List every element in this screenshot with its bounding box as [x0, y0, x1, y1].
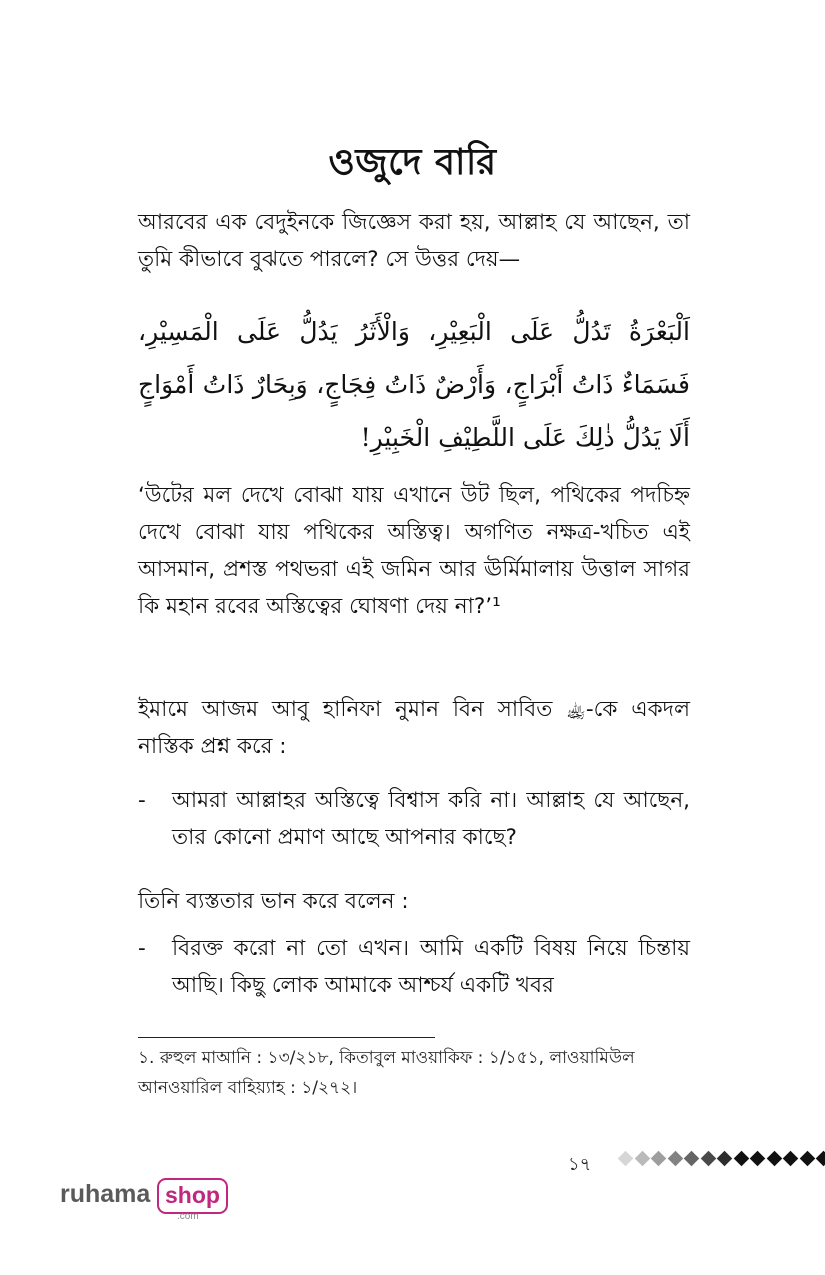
page-title: ওজুদে বারি: [328, 142, 497, 183]
list-item-reply: [138, 930, 690, 1004]
page-number: ১৭: [568, 1154, 592, 1175]
paragraph-bedouin: আরবের এক বেদুইনকে জিজ্ঞেস করা হয়, আল্লাহ যে আছেন, তা তুমি কীভাবে বুঝতে পারলে? সে উত্তর দেয়—: [138, 210, 690, 272]
diamond-ornament-mark: [634, 1151, 650, 1167]
diamond-ornament-mark: [816, 1151, 825, 1167]
list-item-text: বিরক্ত করো না তো এখন। আমি একটি বিষয় নিয়ে চিন্তায় আছি। কিছু লোক আমাকে আশ্চর্য একটি খবর: [172, 936, 690, 998]
paragraph-translation: ‘উটের মল দেখে বোঝা যায় এখানে উট ছিল, পথিকের পদচিহ্ন দেখে বোঝা যায় পথিকের অস্তিত্ব। অগণিত নক্ষত্র-খচিত এই আসমান, প্রশস্ত পথভরা এই জমিন আর ঊর্মিমালায় উত্তাল সাগর কি মহান রবের অস্তিত্বের ঘোষণা দেয় না?’¹: [138, 483, 690, 619]
diamond-ornament-mark: [799, 1151, 815, 1167]
diamond-ornament-mark: [717, 1151, 733, 1167]
diamond-ornament-mark: [783, 1151, 799, 1167]
paragraph-reply-intro: তিনি ব্যস্ততার ভান করে বলেন :: [138, 889, 409, 914]
diamond-ornament-mark: [750, 1151, 766, 1167]
bullet-dash: -: [138, 936, 146, 961]
paragraph-imam: ইমামে আজম আবু হানিফা নুমান বিন সাবিত ﵀-কে একদল নাস্তিক প্রশ্ন করে :: [138, 697, 690, 759]
logo-domain-text: .com: [177, 1211, 199, 1222]
footnote-divider: [138, 1037, 435, 1038]
logo-shop-badge: shop: [157, 1178, 228, 1214]
diamond-ornament-mark: [700, 1151, 716, 1167]
footnote: ১. রুহুল মাআনি : ১৩/২১৮, কিতাবুল মাওয়াকিফ : ১/১৫১, লাওয়ামিউল আনওয়ারিল বাহিয়্যাহ : ১/২৭২।: [138, 1048, 635, 1098]
publisher-logo: [60, 1178, 230, 1222]
arabic-quote: اَلْبَعْرَةُ تَدُلُّ عَلَى الْبَعِيْرِ، وَالْأَثَرُ يَدُلُّ عَلَى الْمَسِيْرِ، فَسَمَاءٌ ذَاتُ أَبْرَاجٍ، وَأَرْضٌ ذَاتُ فِجَاجٍ، وَبِحَارٌ ذَاتُ أَمْوَاجٍ أَلَا يَدُلُّ ذٰلِكَ عَلَى اللَّطِيْفِ الْخَبِيْرِ!: [138, 317, 690, 452]
logo-brand-text: ruhama: [60, 1180, 151, 1208]
list-item-text: আমরা আল্লাহর অস্তিত্বে বিশ্বাস করি না। আল্লাহ যে আছেন, তার কোনো প্রমাণ আছে আপনার কাছে?: [172, 788, 690, 850]
diamond-ornament: [620, 1153, 825, 1164]
diamond-ornament-mark: [733, 1151, 749, 1167]
diamond-ornament-mark: [766, 1151, 782, 1167]
bullet-dash: -: [138, 788, 146, 813]
list-item-question: [138, 782, 690, 856]
diamond-ornament-mark: [651, 1151, 667, 1167]
diamond-ornament-mark: [618, 1151, 634, 1167]
diamond-ornament-mark: [684, 1151, 700, 1167]
diamond-ornament-mark: [667, 1151, 683, 1167]
